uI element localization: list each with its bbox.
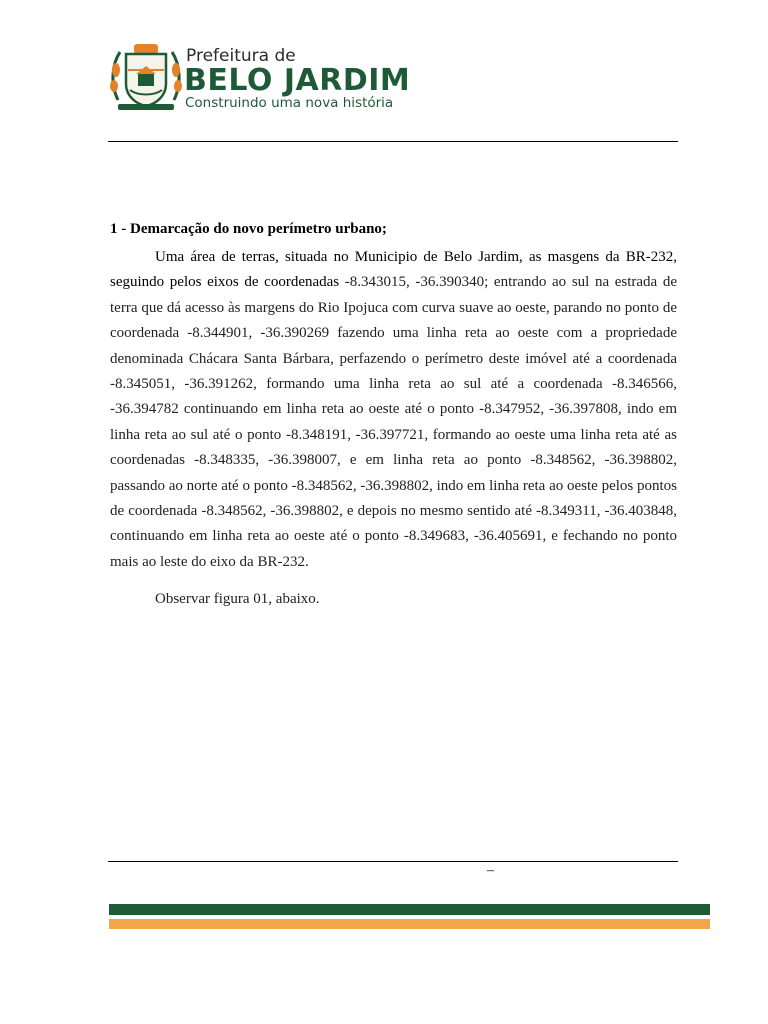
- body-paragraph: [110, 245, 677, 575]
- footer-bar-orange: [109, 919, 710, 929]
- section-title: 1 - Demarcação do novo perímetro urbano;: [110, 221, 387, 237]
- brand-name: BELO JARDIM: [184, 63, 411, 98]
- figure-note: Observar figura 01, abaixo.: [155, 591, 320, 607]
- paragraph-lead: Uma área de terras, situada no Municipio de Belo Jardim, as masgens da BR-232, seguindo pelos eixos de coordenadas: [110, 249, 677, 291]
- footer-divider: [108, 861, 678, 862]
- header: [108, 40, 411, 116]
- coat-of-arms-icon: [108, 40, 184, 114]
- footer-mark: –: [487, 863, 494, 878]
- brand-prefix: Prefeitura de: [186, 46, 296, 66]
- paragraph-rest: -8.343015, -36.390340; entrando ao sul na estrada de terra que dá acesso às margens do Rio Ipojuca com curva suave ao oeste, parando no ponto de coordenada -8.344901, -36.390269 fazendo uma linha reta ao oeste com a propriedade denominada Chácara Santa Bárbara, perfazendo o perímetro deste imóvel até a coordenada -8.345051, -36.391262, formando uma linha reta ao sul até a coordenada -8.346566, -36.394782 continuando em linha reta ao oeste até o ponto -8.347952, -36.397808, indo em linha reta ao sul até o ponto -8.348191, -36.397721, formando ao oeste uma linha reta até as coordenadas -8.348335, -36.398007, e em linha reta ao ponto -8.348562, -36.398802, passando ao norte até o ponto -8.348562, -36.398802, indo em linha reta ao oeste pelos pontos de coordenada -8.348562, -36.398802, e depois no mesmo sentido até -8.349311, -36.403848, continuando em linha reta ao oeste até o ponto -8.349683, -36.405691, e fechando no ponto mais ao leste do eixo da BR-232.: [110, 274, 677, 570]
- footer-bar-green: [109, 904, 710, 915]
- brand-slogan: Construindo uma nova história: [185, 95, 394, 111]
- header-divider: [108, 141, 678, 142]
